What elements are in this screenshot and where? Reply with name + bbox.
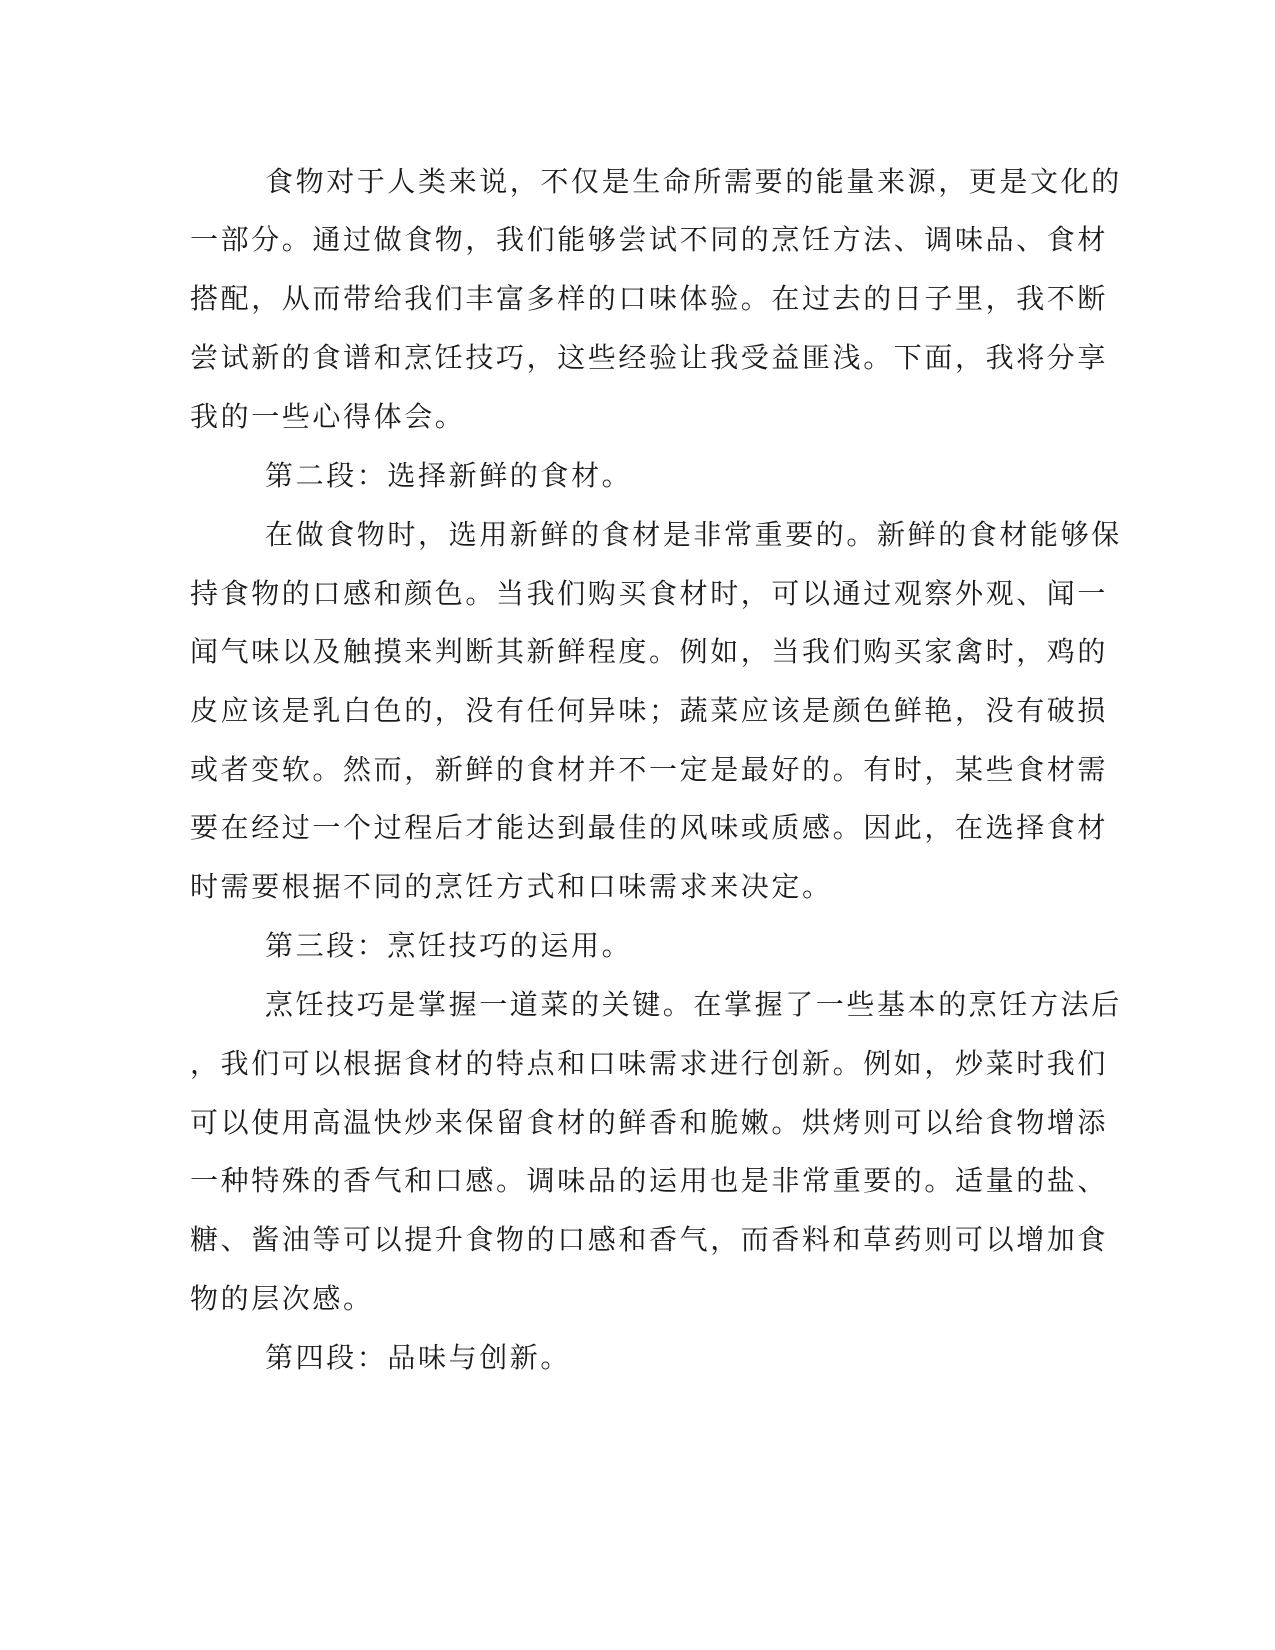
- text-line: 我的一些心得体会。: [190, 400, 466, 433]
- text-line: 闻气味以及触摸来判断其新鲜程度。例如，当我们购买家禽时，鸡的: [190, 635, 1109, 668]
- text-line: 糖、酱油等可以提升食物的口感和香气，而香料和草药则可以增加食: [190, 1223, 1109, 1256]
- text-line: 物的层次感。: [190, 1282, 374, 1315]
- text-line: 尝试新的食谱和烹饪技巧，这些经验让我受益匪浅。下面，我将分享: [190, 341, 1109, 374]
- text-line: 一种特殊的香气和口感。调味品的运用也是非常重要的。适量的盐、: [190, 1164, 1109, 1197]
- section-heading: 第四段：品味与创新。: [265, 1341, 572, 1374]
- text-line: 一部分。通过做食物，我们能够尝试不同的烹饪方法、调味品、食材: [190, 223, 1109, 256]
- section-heading: 第二段：选择新鲜的食材。: [265, 459, 633, 492]
- text-line: 在做食物时，选用新鲜的食材是非常重要的。新鲜的食材能够保: [265, 518, 1122, 551]
- text-line: 可以使用高温快炒来保留食材的鲜香和脆嫩。烘烤则可以给食物增添: [190, 1106, 1109, 1139]
- text-line: 要在经过一个过程后才能达到最佳的风味或质感。因此，在选择食材: [190, 811, 1109, 844]
- text-line: 或者变软。然而，新鲜的食材并不一定是最好的。有时，某些食材需: [190, 753, 1109, 786]
- text-line: 持食物的口感和颜色。当我们购买食材时，可以通过观察外观、闻一: [190, 577, 1109, 610]
- text-line: 皮应该是乳白色的，没有任何异味；蔬菜应该是颜色鲜艳，没有破损: [190, 694, 1109, 727]
- text-line: 搭配，从而带给我们丰富多样的口味体验。在过去的日子里，我不断: [190, 282, 1109, 315]
- text-line: 食物对于人类来说，不仅是生命所需要的能量来源，更是文化的: [265, 165, 1122, 198]
- section-heading: 第三段：烹饪技巧的运用。: [265, 929, 633, 962]
- text-line: 烹饪技巧是掌握一道菜的关键。在掌握了一些基本的烹饪方法后: [265, 988, 1122, 1021]
- text-line: ，我们可以根据食材的特点和口味需求进行创新。例如，炒菜时我们: [190, 1047, 1109, 1080]
- text-line: 时需要根据不同的烹饪方式和口味需求来决定。: [190, 870, 833, 903]
